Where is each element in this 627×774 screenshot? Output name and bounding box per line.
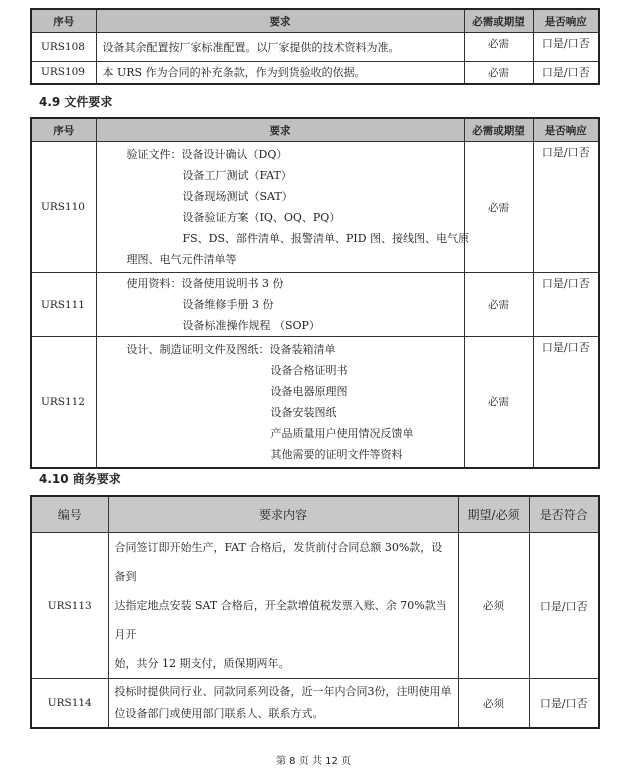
row-id: URS113 xyxy=(31,533,108,679)
header-response: 是否响应 xyxy=(533,118,599,142)
row-requirement xyxy=(96,337,464,468)
row-id: URS109 xyxy=(31,62,96,84)
header-requirement: 要求内容 xyxy=(108,496,458,533)
table-row xyxy=(31,533,599,679)
requirements-table-general xyxy=(30,8,600,85)
requirement-line: 使用资料：设备使用说明书 3 份 xyxy=(126,277,284,290)
response-checkbox[interactable]: 口是/口否 xyxy=(533,33,599,62)
header-requirement: 要求 xyxy=(96,9,464,33)
row-need: 必须 xyxy=(458,533,529,679)
requirement-line: 设备验证方案（IQ、OQ、PQ） xyxy=(182,211,341,224)
table-row xyxy=(31,337,599,468)
table-row xyxy=(31,62,599,84)
header-response: 是否符合 xyxy=(529,496,599,533)
table-header-row xyxy=(31,496,599,533)
row-requirement xyxy=(96,273,464,337)
requirement-line: 设备维修手册 3 份 xyxy=(182,298,274,311)
header-response: 是否响应 xyxy=(533,9,599,33)
table-header-row xyxy=(31,118,599,142)
response-checkbox[interactable]: 口是/口否 xyxy=(529,679,599,729)
table-row xyxy=(31,142,599,273)
row-requirement xyxy=(108,679,458,729)
table-row xyxy=(31,33,599,62)
row-need: 必需 xyxy=(464,142,533,273)
row-need: 必需 xyxy=(464,337,533,468)
response-checkbox[interactable]: 口是/口否 xyxy=(529,533,599,679)
requirement-line: 理图、电气元件清单等 xyxy=(126,253,237,266)
requirement-line: 其他需要的证明文件等资料 xyxy=(270,447,403,461)
requirements-table-commercial xyxy=(30,495,600,729)
requirement-line: 合同签订即开始生产，FAT 合格后，发货前付合同总额 30%款，设备到 xyxy=(114,541,443,583)
requirement-line: 设计、制造证明文件及图纸：设备装箱清单 xyxy=(126,342,336,356)
requirement-line: 设备电器原理图 xyxy=(270,384,348,398)
header-need: 必需或期望 xyxy=(464,118,533,142)
response-checkbox[interactable]: 口是/口否 xyxy=(533,142,599,273)
row-need: 必需 xyxy=(464,273,533,337)
row-requirement xyxy=(96,142,470,273)
row-need: 必须 xyxy=(458,679,529,729)
row-requirement: 设备其余配置按厂家标准配置。以厂家提供的技术资料为准。 xyxy=(96,33,464,62)
section-heading-commercial: 4.10 商务要求 xyxy=(39,472,121,486)
requirement-line: 投标时提供同行业、同款同系列设备，近一年内合同3份，注明使用单 xyxy=(114,685,452,698)
header-requirement: 要求 xyxy=(96,118,464,142)
row-need: 必需 xyxy=(464,62,533,84)
row-requirement xyxy=(108,533,458,679)
row-id: URS112 xyxy=(31,337,96,468)
table-row xyxy=(31,679,599,729)
requirement-line: 验证文件：设备设计确认（DQ） xyxy=(126,148,288,161)
table-header-row xyxy=(31,9,599,33)
requirement-line: FS、DS、部件清单、报警清单、PID 图、接线图、电气原 xyxy=(182,232,470,245)
response-checkbox[interactable]: 口是/口否 xyxy=(533,62,599,84)
header-id: 序号 xyxy=(31,9,96,33)
header-need: 必需或期望 xyxy=(464,9,533,33)
requirement-line: 设备工厂测试（FAT） xyxy=(182,169,292,182)
header-id: 编号 xyxy=(31,496,108,533)
requirement-line: 达指定地点安装 SAT 合格后，开全款增值税发票入账、余 70%款当月开 xyxy=(114,599,447,641)
requirement-line: 设备现场测试（SAT） xyxy=(182,190,293,203)
row-id: URS114 xyxy=(31,679,108,729)
row-need: 必需 xyxy=(464,33,533,62)
response-checkbox[interactable]: 口是/口否 xyxy=(533,337,599,468)
requirement-line: 位设备部门或使用部门联系人、联系方式。 xyxy=(114,707,324,720)
table-row xyxy=(31,273,599,337)
row-id: URS111 xyxy=(31,273,96,337)
header-id: 序号 xyxy=(31,118,96,142)
response-checkbox[interactable]: 口是/口否 xyxy=(533,273,599,337)
requirements-table-documents xyxy=(30,117,600,469)
row-requirement: 本 URS 作为合同的补充条款，作为到货验收的依据。 xyxy=(96,62,464,84)
requirement-line: 设备安装图纸 xyxy=(270,405,337,419)
page-footer: 第 8 页 共 12 页 xyxy=(276,756,351,767)
requirement-line: 设备标准操作规程 （SOP） xyxy=(182,319,320,332)
section-heading-documents: 4.9 文件要求 xyxy=(39,95,113,109)
requirement-line: 始，共分 12 期支付，质保期两年。 xyxy=(114,657,290,670)
header-need: 期望/必须 xyxy=(458,496,529,533)
requirement-line: 设备合格证明书 xyxy=(270,363,348,377)
requirement-line: 产品质量用户使用情况反馈单 xyxy=(270,426,414,440)
row-id: URS110 xyxy=(31,142,96,273)
row-id: URS108 xyxy=(31,33,96,62)
